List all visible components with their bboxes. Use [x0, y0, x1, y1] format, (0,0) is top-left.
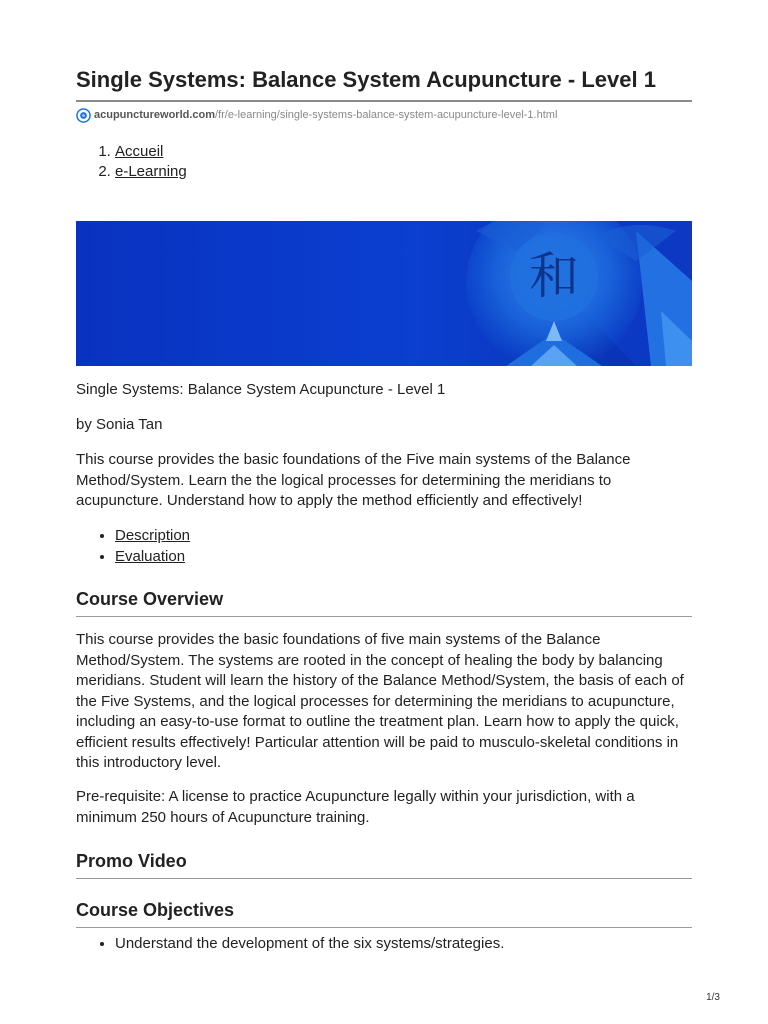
- list-item: • Understand the development of the six systems/strategies.: [115, 934, 504, 954]
- objectives-list: [76, 934, 504, 954]
- page-number: 1/3: [706, 992, 720, 1003]
- tab-description: [115, 525, 190, 546]
- page-title: Single Systems: Balance System Acupuncture - Level 1: [76, 64, 692, 102]
- promo-video-heading: Promo Video: [76, 849, 692, 879]
- course-banner: [76, 221, 692, 366]
- source-path[interactable]: /fr/e-learning/single-systems-balance-system-acupuncture-level-1.html: [215, 109, 558, 121]
- course-objectives-heading: Course Objectives: [76, 898, 692, 928]
- globe-icon: [76, 108, 91, 123]
- breadcrumb: [76, 142, 187, 182]
- banner-glyph: 和: [529, 247, 579, 305]
- breadcrumb-item: [115, 162, 187, 182]
- course-author: by Sonia Tan: [76, 416, 163, 433]
- course-intro: This course provides the basic foundations of the Five main systems of the Balance Method/System. Learn the the logical processes for determining the meridians to acupuncture. Understand how to apply the method efficiently and effectively!: [76, 451, 631, 509]
- breadcrumb-item: [115, 142, 187, 162]
- tab-evaluation-link[interactable]: Evaluation: [115, 548, 186, 565]
- course-overview-text: This course provides the basic foundations of five main systems of the Balance Method/System. The systems are rooted in the concept of healing the body by balancing meridians. Student will learn the history of the Balance Method/System, the basis of each of the Five Systems, and the logical processes for determining the meridians to acupuncture, including an easy-to-use format to outline the treatment plan. Learn how to apply the quick, efficient results effectively! Particular attention will be paid to musculo-skeletal conditions in this introductory level.: [76, 631, 684, 771]
- source-domain[interactable]: acupunctureworld.com: [94, 109, 216, 121]
- tab-evaluation: [115, 546, 190, 567]
- course-overview-heading: Course Overview: [76, 587, 692, 617]
- tab-description-link[interactable]: Description: [115, 527, 191, 544]
- breadcrumb-link-elearning[interactable]: e-Learning: [115, 163, 187, 180]
- course-title-text: Single Systems: Balance System Acupuncture - Level 1: [76, 381, 446, 398]
- course-tabs: [76, 525, 190, 567]
- breadcrumb-link-accueil[interactable]: Accueil: [115, 143, 164, 160]
- prerequisite-text: Pre-requisite: A license to practice Acupuncture legally within your jurisdiction, with a minimum 250 hours of Acupuncture training.: [76, 788, 635, 826]
- source-url[interactable]: [76, 106, 557, 124]
